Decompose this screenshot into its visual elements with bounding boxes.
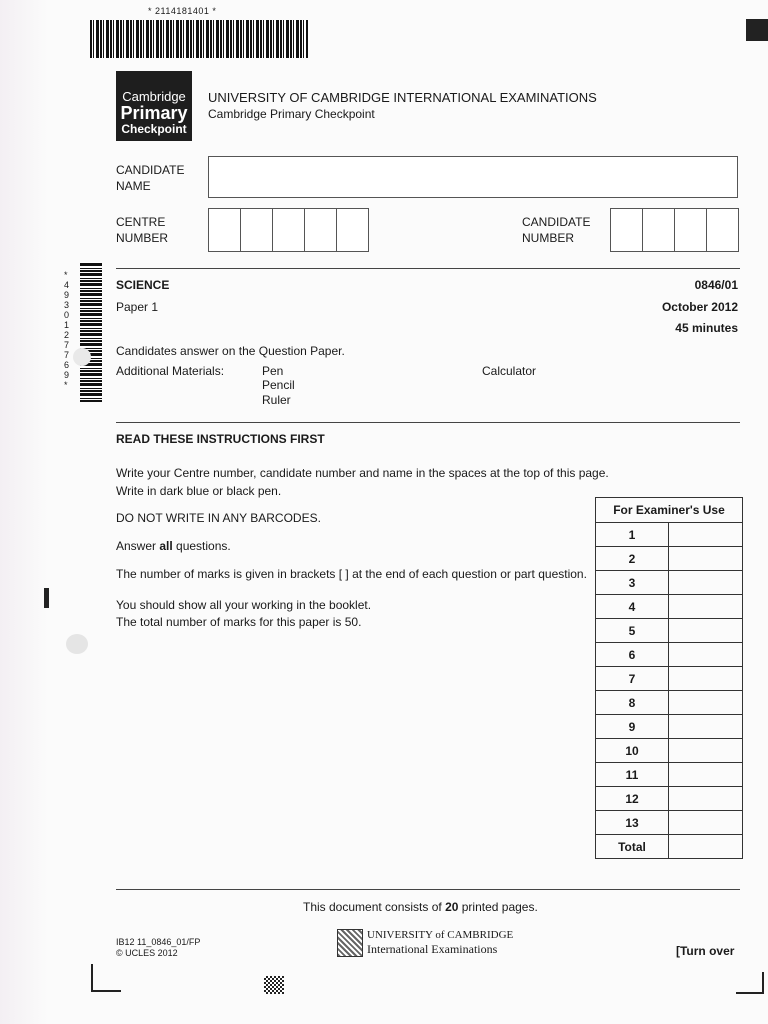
mark-cell bbox=[669, 811, 743, 835]
table-row: 13 bbox=[596, 811, 743, 835]
material-item: Ruler bbox=[262, 393, 291, 407]
table-row: 9 bbox=[596, 715, 743, 739]
mark-cell bbox=[669, 619, 743, 643]
mark-cell bbox=[669, 547, 743, 571]
mark-cell bbox=[669, 643, 743, 667]
table-row: 6 bbox=[596, 643, 743, 667]
mark-cell bbox=[669, 787, 743, 811]
table-row: 12 bbox=[596, 787, 743, 811]
instructions-heading: READ THESE INSTRUCTIONS FIRST bbox=[116, 432, 325, 446]
side-barcode-number: * 4 9 3 0 1 2 7 7 6 9 * bbox=[64, 270, 70, 390]
punch-hole bbox=[73, 348, 91, 366]
table-row: 1 bbox=[596, 523, 743, 547]
candidates-note: Candidates answer on the Question Paper. bbox=[116, 344, 345, 358]
candidate-name-label: CANDIDATE NAME bbox=[116, 163, 185, 193]
table-row: Total bbox=[596, 835, 743, 859]
duration: 45 minutes bbox=[675, 321, 738, 335]
divider bbox=[116, 268, 740, 269]
table-row: 3 bbox=[596, 571, 743, 595]
mark-cell bbox=[669, 715, 743, 739]
document-ref: IB12 11_0846_01/FP bbox=[116, 937, 201, 947]
edge-marker bbox=[746, 19, 768, 41]
material-calculator: Calculator bbox=[482, 364, 537, 378]
instruction-line: You should show all your working in the booklet. bbox=[116, 598, 372, 612]
copyright: © UCLES 2012 bbox=[116, 948, 178, 958]
top-barcode bbox=[90, 20, 308, 58]
cambridge-crest-icon bbox=[337, 929, 363, 957]
university-line2: International Examinations bbox=[367, 942, 498, 956]
margin-mark bbox=[44, 588, 49, 608]
mark-cell bbox=[669, 763, 743, 787]
paper-code: 0846/01 bbox=[694, 278, 738, 292]
table-row: 4 bbox=[596, 595, 743, 619]
mark-cell bbox=[669, 523, 743, 547]
material-item: Pen bbox=[262, 364, 284, 378]
divider bbox=[116, 889, 740, 890]
cambridge-primary-checkpoint-logo: Cambridge Primary Checkpoint bbox=[116, 71, 192, 141]
table-row: 2 bbox=[596, 547, 743, 571]
examiner-use-table bbox=[595, 497, 743, 859]
paper: Paper 1 bbox=[116, 300, 159, 314]
turn-over: [Turn over bbox=[676, 944, 735, 958]
side-barcode bbox=[80, 262, 102, 402]
examiner-table-heading: For Examiner's Use bbox=[596, 498, 743, 523]
mark-cell bbox=[669, 667, 743, 691]
mark-cell bbox=[669, 595, 743, 619]
instruction-line: DO NOT WRITE IN ANY BARCODES. bbox=[116, 511, 321, 525]
corner-mark bbox=[91, 964, 121, 992]
material-item: Pencil bbox=[262, 378, 295, 392]
table-row: 5 bbox=[596, 619, 743, 643]
table-row: 11 bbox=[596, 763, 743, 787]
instruction-line: Write in dark blue or black pen. bbox=[116, 484, 282, 498]
centre-number-field[interactable] bbox=[208, 208, 369, 252]
qr-code-icon bbox=[264, 976, 284, 994]
mark-cell bbox=[669, 691, 743, 715]
materials-label: Additional Materials: bbox=[116, 364, 225, 378]
punch-hole bbox=[66, 634, 88, 654]
subject: SCIENCE bbox=[116, 278, 170, 292]
header-org: UNIVERSITY OF CAMBRIDGE INTERNATIONAL EXAMINATIONS bbox=[208, 90, 597, 105]
page-count: This document consists of 20 printed pages. bbox=[303, 900, 538, 914]
page-edge-shadow bbox=[0, 0, 48, 1024]
university-line1: UNIVERSITY of CAMBRIDGE bbox=[367, 929, 514, 941]
table-row: 10 bbox=[596, 739, 743, 763]
session: October 2012 bbox=[661, 300, 738, 314]
candidate-number-field[interactable] bbox=[610, 208, 739, 252]
mark-cell bbox=[669, 739, 743, 763]
table-row: 7 bbox=[596, 667, 743, 691]
corner-mark bbox=[736, 972, 764, 994]
divider bbox=[116, 422, 740, 423]
candidate-name-field[interactable] bbox=[208, 156, 738, 198]
barcode-number: * 2114181401 * bbox=[148, 6, 217, 16]
table-row: 8 bbox=[596, 691, 743, 715]
header-programme: Cambridge Primary Checkpoint bbox=[208, 107, 375, 121]
instruction-line: The number of marks is given in brackets [ ] at the end of each question or part question. bbox=[116, 567, 587, 581]
mark-cell bbox=[669, 835, 743, 859]
mark-cell bbox=[669, 571, 743, 595]
instruction-line: The total number of marks for this paper is 50. bbox=[116, 615, 362, 629]
instruction-line: Answer all questions. bbox=[116, 539, 231, 553]
instruction-line: Write your Centre number, candidate number and name in the spaces at the top of this page. bbox=[116, 466, 609, 480]
candidate-number-label: CANDIDATE NUMBER bbox=[522, 215, 591, 245]
centre-number-label: CENTRE NUMBER bbox=[116, 215, 169, 245]
